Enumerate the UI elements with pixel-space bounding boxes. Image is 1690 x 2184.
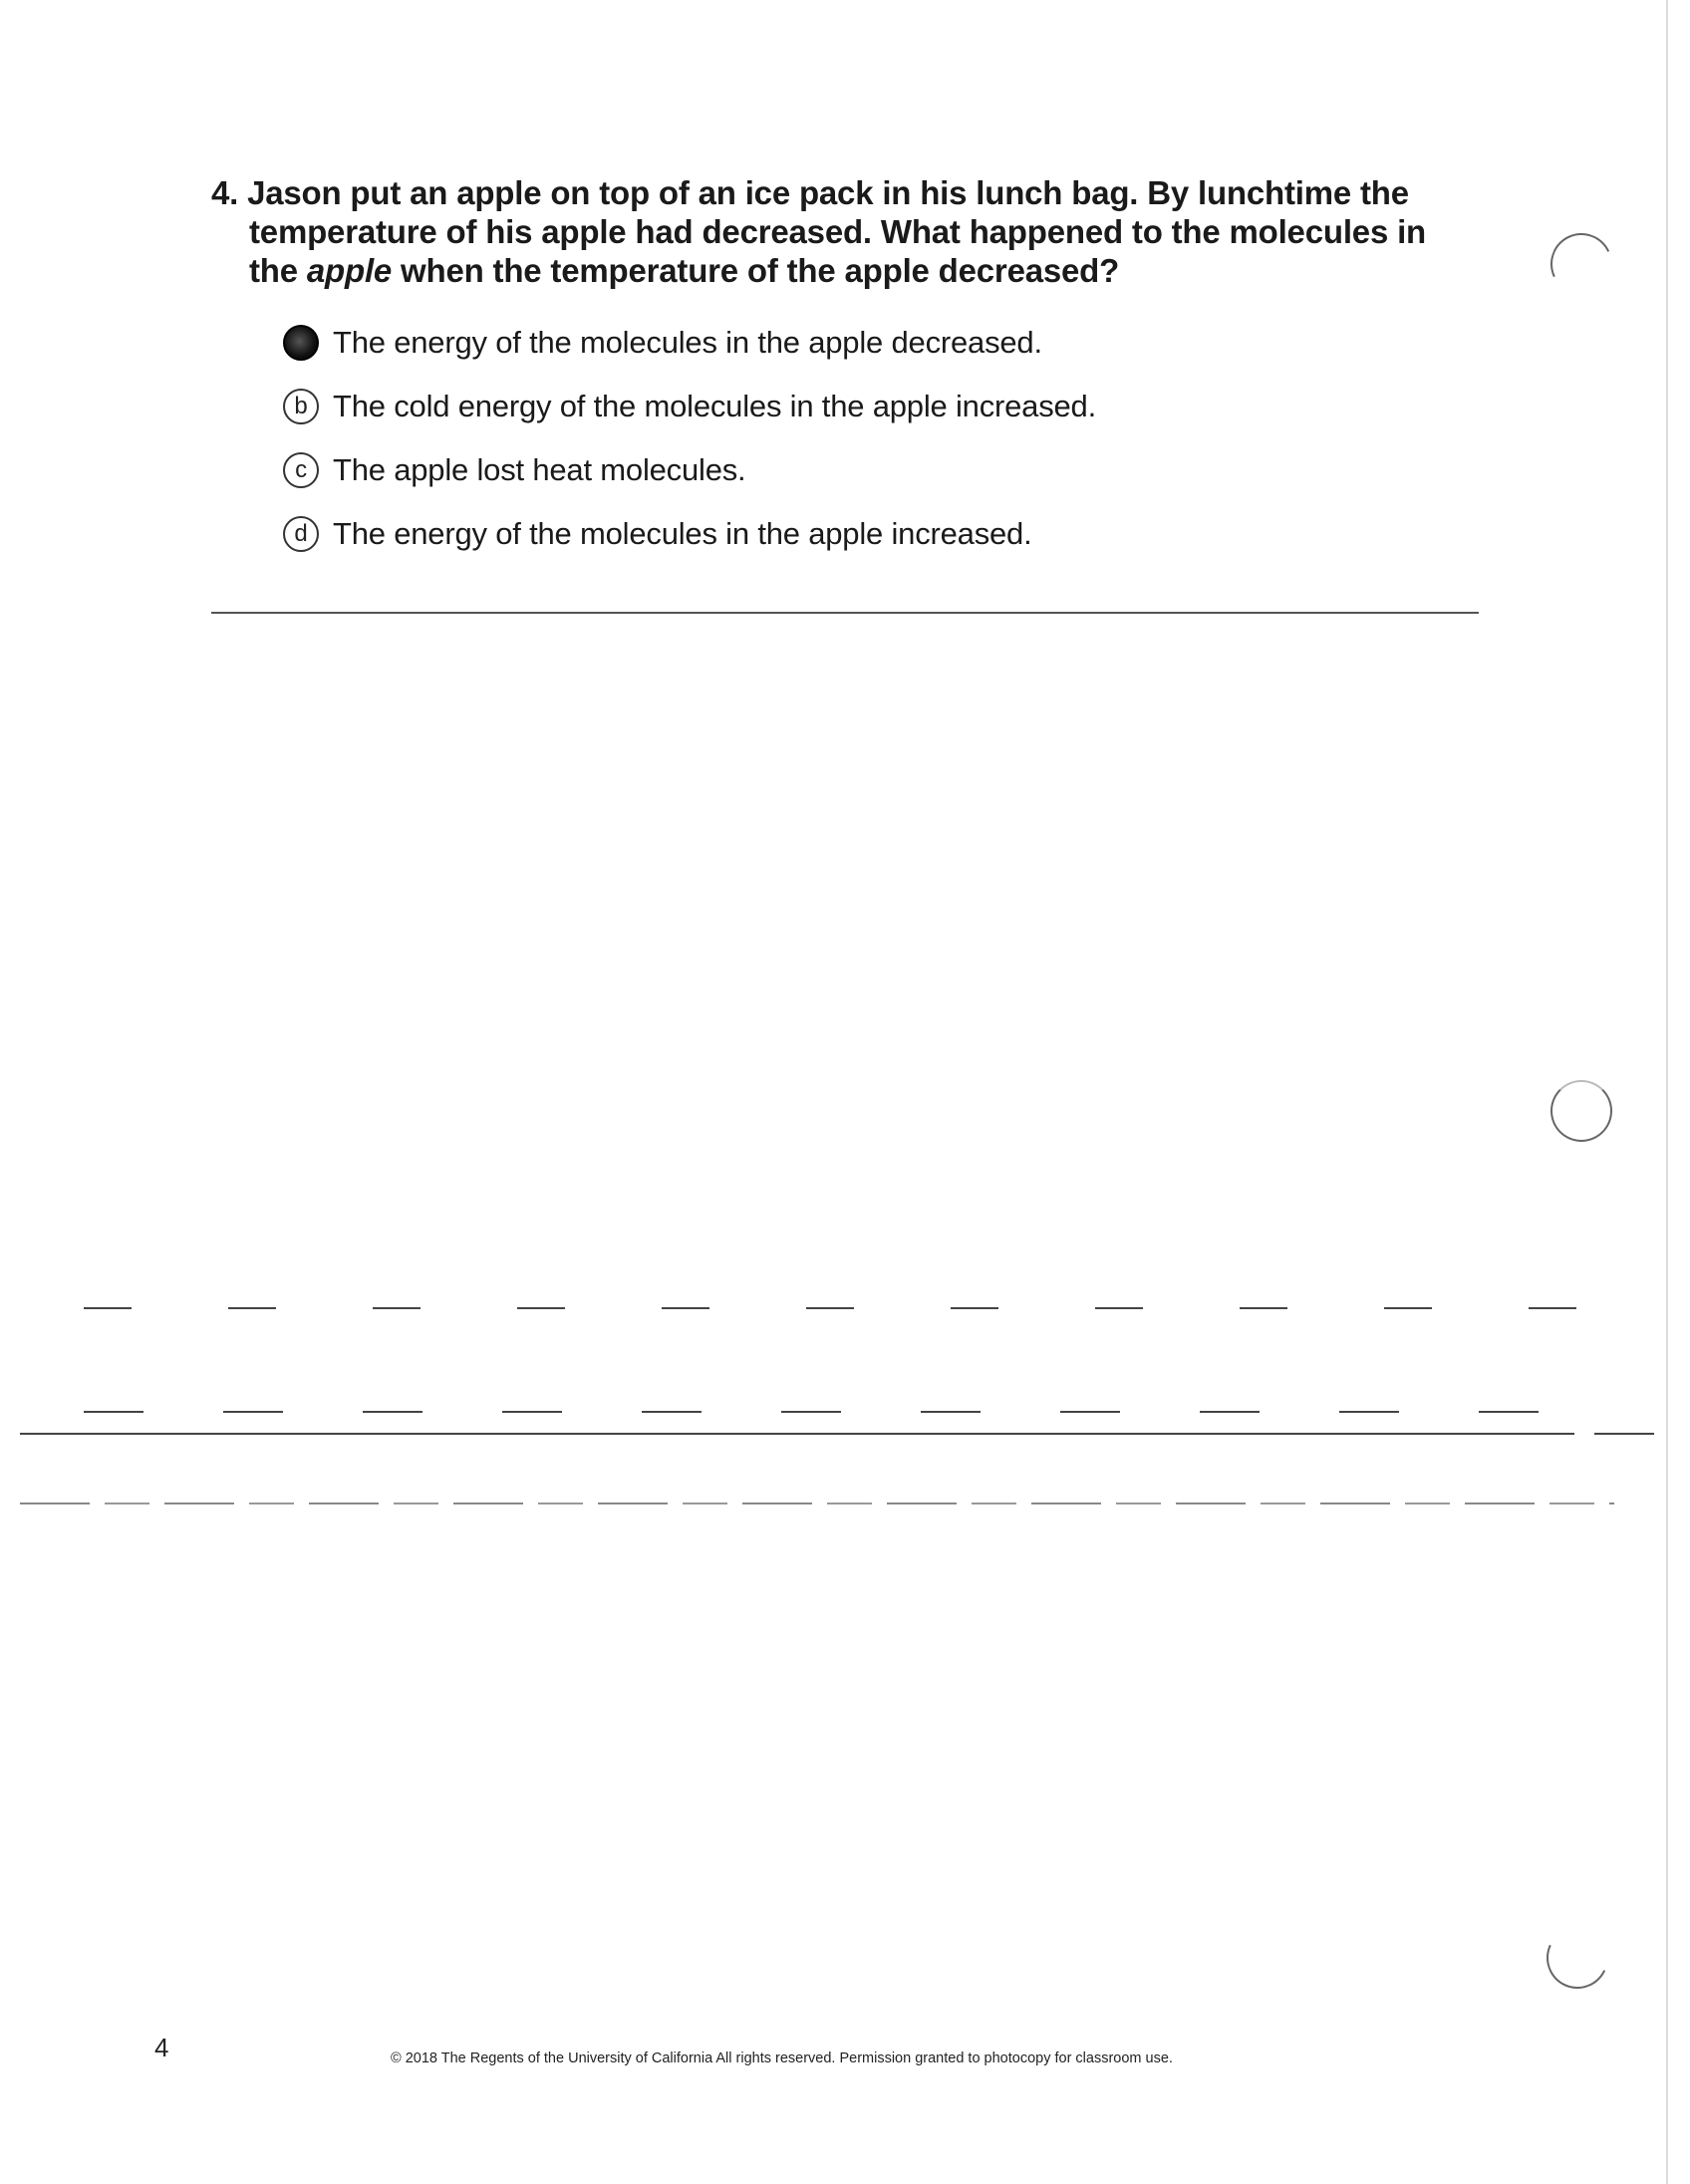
question-stem-text-2: when the temperature of the apple decreased? [392, 252, 1120, 289]
option-b-text: The cold energy of the molecules in the apple increased. [333, 389, 1096, 423]
question-stem-text-1: Jason put an apple on top of an ice pack in his lunch bag. By lunchtime the temperature of his apple had decreased. What happened to the molecules in the [247, 174, 1426, 289]
answer-options [283, 311, 1427, 566]
question-divider [211, 612, 1479, 614]
copyright-footer: © 2018 The Regents of the University of California All rights reserved. Permission granted to photocopy for classroom use. [391, 2050, 1173, 2066]
scan-dash-line [84, 1411, 1578, 1413]
scan-edge-line [1666, 0, 1668, 2184]
question-4 [211, 173, 1427, 566]
scan-dash-line [84, 1307, 1578, 1309]
option-d[interactable] [283, 502, 1427, 566]
option-c-text: The apple lost heat molecules. [333, 452, 746, 487]
question-number: 4. [211, 174, 239, 211]
scan-dash-line [20, 1502, 1614, 1504]
option-a-bubble-filled[interactable] [283, 325, 319, 361]
question-stem-emphasis: apple [306, 252, 393, 289]
option-a[interactable] [283, 311, 1427, 375]
binder-hole-bottom [1538, 1918, 1616, 1997]
binder-hole-top [1542, 224, 1620, 303]
scan-solid-line [20, 1433, 1654, 1435]
option-a-text: The energy of the molecules in the apple decreased. [333, 325, 1042, 360]
option-b-bubble[interactable]: b [283, 389, 319, 424]
option-c-bubble[interactable]: c [283, 452, 319, 488]
option-d-text: The energy of the molecules in the apple increased. [333, 516, 1032, 551]
question-stem [211, 173, 1427, 290]
binder-hole-middle [1550, 1080, 1612, 1142]
option-c[interactable] [283, 438, 1427, 502]
page-number: 4 [154, 2033, 169, 2062]
option-d-bubble[interactable]: d [283, 516, 319, 552]
option-b[interactable] [283, 375, 1427, 438]
